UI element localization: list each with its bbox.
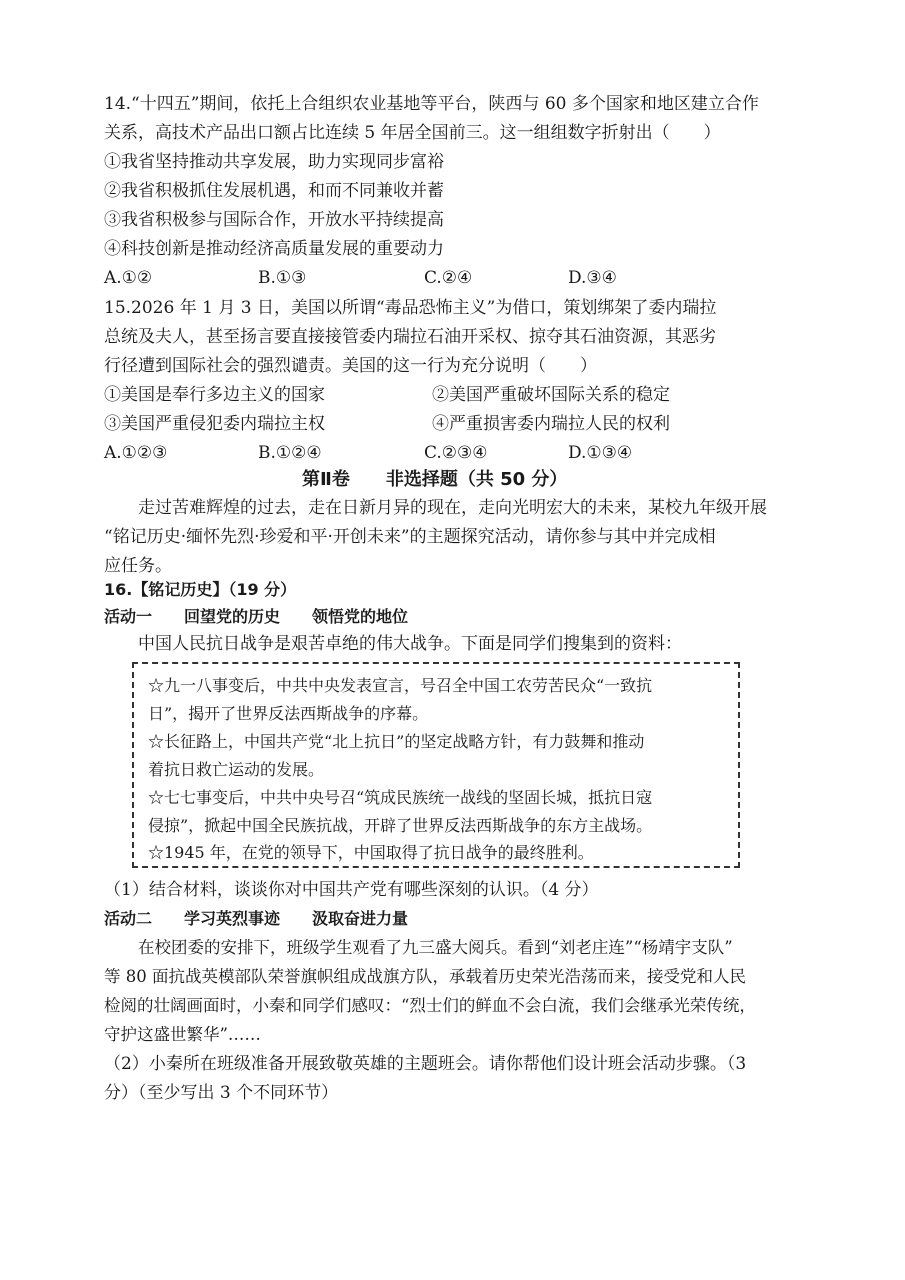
q16-paragraph-line: 在校团委的安排下，班级学生观看了九三盛大阅兵。看到“刘老庄连”“杨靖宇支队”: [138, 938, 733, 957]
q14-option-a: A.①②: [104, 268, 153, 288]
q16-paragraph-line: 守护这盛世繁华”……: [104, 1025, 261, 1044]
material-line: ☆长征路上，中国共产党“北上抗日”的坚定战略方针，有力鼓舞和推动: [148, 732, 645, 751]
q15-option-a: A.①②③: [104, 443, 168, 463]
material-line: ☆1945 年，在党的领导下，中国取得了抗日战争的最终胜利。: [148, 843, 594, 862]
q14-stem-line1: 14.“十四五”期间，依托上合组织农业基地等平台，陕西与 60 多个国家和地区建立合作: [104, 94, 759, 114]
material-line: ☆九一八事变后，中共中央发表宣言，号召全中国工农劳苦民众“一致抗: [148, 676, 653, 695]
section-intro-line2: “铭记历史·缅怀先烈·珍爱和平·开创未来”的主题探究活动，请你参与其中并完成相: [104, 527, 716, 547]
q16-title: 16.【铭记历史】（19 分）: [104, 580, 297, 599]
q15-item-3: ③美国严重侵犯委内瑞拉主权: [104, 414, 325, 434]
section-intro-line3: 应任务。: [104, 556, 172, 576]
q16-subquestion-1: （1）结合材料，谈谈你对中国共产党有哪些深刻的认识。（4 分）: [104, 880, 599, 900]
q16-lead: 中国人民抗日战争是艰苦卓绝的伟大战争。下面是同学们搜集到的资料：: [138, 634, 682, 654]
q15-option-c: C.②③④: [424, 443, 488, 463]
q15-item-1: ①美国是奉行多边主义的国家: [104, 385, 325, 405]
q14-item-3: ③我省积极参与国际合作，开放水平持续提高: [104, 210, 444, 230]
q16-paragraph-line: 检阅的壮阔画面时，小秦和同学们感叹：“烈士们的鲜血不会白流，我们会继承光荣传统，: [104, 996, 756, 1015]
q15-option-b: B.①②④: [258, 443, 322, 463]
q14-item-1: ①我省坚持推动共享发展，助力实现同步富裕: [104, 152, 444, 172]
material-box: [132, 662, 740, 868]
q14-item-2: ②我省积极抓住发展机遇，和而不同兼收并蓄: [104, 181, 444, 201]
activity-one-heading: 活动一 回望党的历史 领悟党的地位: [104, 607, 409, 626]
q14-stem-line2: 关系，高技术产品出口额占比连续 5 年居全国前三。这一组组数字折射出（ ）: [104, 123, 721, 143]
activity-two-heading: 活动二 学习英烈事迹 汲取奋进力量: [104, 909, 409, 928]
q15-option-d: D.①③④: [568, 443, 633, 463]
q16-paragraph-line: 等 80 面抗战英模部队荣誉旗帜组成战旗方队，承载着历史荣光浩荡而来，接受党和人民: [104, 967, 746, 986]
material-line: 日”，揭开了世界反法西斯战争的序幕。: [148, 704, 429, 723]
q14-option-b: B.①③: [258, 268, 307, 288]
q16-subquestion-2-line1: （2）小秦所在班级准备开展致敬英雄的主题班会。请你帮他们设计班会活动步骤。（3: [104, 1054, 747, 1074]
q15-stem-line1: 15.2026 年 1 月 3 日，美国以所谓“毒品恐怖主义”为借口，策划绑架了委内瑞拉: [104, 298, 717, 318]
section-title: 第Ⅱ卷 非选择题（共 50 分）: [302, 469, 568, 490]
q14-option-d: D.③④: [568, 268, 617, 288]
q14-item-4: ④科技创新是推动经济高质量发展的重要动力: [104, 239, 444, 259]
section-intro-line1: 走过苦难辉煌的过去，走在日新月异的现在，走向光明宏大的未来，某校九年级开展: [138, 498, 767, 518]
q15-stem-line2: 总统及夫人，甚至扬言要直接接管委内瑞拉石油开采权、掠夺其石油资源，其恶劣: [104, 327, 716, 347]
material-line: 着抗日救亡运动的发展。: [148, 760, 325, 779]
material-line: ☆七七事变后，中共中央号召“筑成民族统一战线的坚固长城，抵抗日寇: [148, 788, 653, 807]
q16-subquestion-2-line2: 分）（至少写出 3 个不同环节）: [104, 1083, 339, 1103]
q15-stem-line3: 行径遭到国际社会的强烈谴责。美国的这一行为充分说明（ ）: [104, 356, 597, 376]
material-line: 侵掠”，掀起中国全民族抗战，开辟了世界反法西斯战争的东方主战场。: [148, 816, 653, 835]
q15-item-4: ④严重损害委内瑞拉人民的权利: [432, 414, 670, 434]
q15-item-2: ②美国严重破坏国际关系的稳定: [432, 385, 670, 405]
q14-option-c: C.②④: [424, 268, 473, 288]
